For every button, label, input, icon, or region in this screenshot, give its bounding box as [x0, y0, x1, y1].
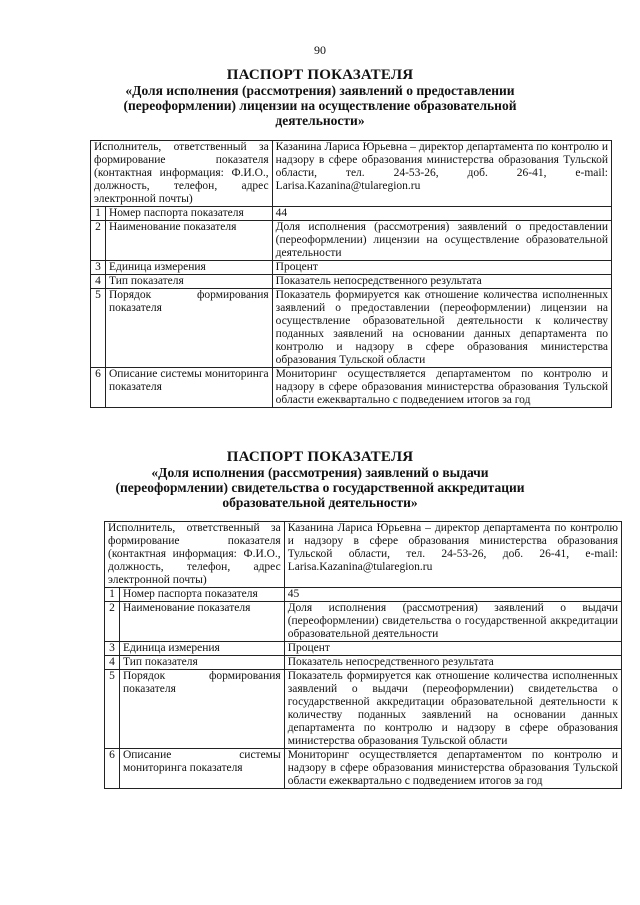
row-value: Показатель формируется как отношение количества исполненных заявлений о выдачи (переоформлении) свидетельства о государственной аккредитации образовательной деятельности к количеству поданных заявлений на основании данных департамента по контролю и надзору в сфере образования министерства образования Тульской области: [284, 670, 621, 749]
row-number: 4: [91, 275, 106, 289]
passport-heading: [0, 450, 640, 510]
table-row: [105, 642, 622, 656]
passport-subtitle-line: (переоформлении) лицензии на осуществление образовательной: [123, 98, 517, 113]
table-row: [105, 656, 622, 670]
executor-label: Исполнитель, ответственный за формирование показателя (контактная информация: Ф.И.О., должность, телефон, адрес электронной почты): [105, 522, 285, 588]
table-row: [91, 221, 612, 261]
row-label: Единица измерения: [119, 642, 284, 656]
row-value: Доля исполнения (рассмотрения) заявлений о выдачи (переоформлении) свидетельства о государственной аккредитации образовательной деятельности: [284, 602, 621, 642]
row-label: Порядок формирования показателя: [105, 289, 272, 368]
passport-subtitle-line: «Доля исполнения (рассмотрения) заявлений о предоставлении: [125, 83, 515, 98]
row-number: 6: [91, 368, 106, 408]
row-label: Номер паспорта показателя: [105, 207, 272, 221]
passport-title: ПАСПОРТ ПОКАЗАТЕЛЯ: [226, 67, 414, 83]
row-number: 6: [105, 749, 120, 789]
passport-1: [0, 68, 640, 128]
table-row: [91, 261, 612, 275]
passport-table-1: [90, 140, 612, 408]
table-row: [91, 289, 612, 368]
row-number: 1: [91, 207, 106, 221]
row-number: 3: [91, 261, 106, 275]
row-label: Тип показателя: [119, 656, 284, 670]
table-row: [91, 207, 612, 221]
passport-subtitle-line: «Доля исполнения (рассмотрения) заявлений о выдачи: [151, 465, 489, 480]
row-value: Процент: [284, 642, 621, 656]
executor-value: Казанина Лариса Юрьевна – директор департамента по контролю и надзору в сфере образования министерства образования Тульской области, тел. 24-53-26, доб. 26-41, e-mail: Larisa.Kazanina@tularegion.ru: [284, 522, 621, 588]
row-label: Наименование показателя: [105, 221, 272, 261]
row-number: 2: [91, 221, 106, 261]
passport-subtitle-line: образовательной деятельности»: [222, 495, 418, 510]
row-value: Показатель непосредственного результата: [284, 656, 621, 670]
row-label: Описание системы мониторинга показателя: [105, 368, 272, 408]
row-number: 5: [105, 670, 120, 749]
row-value: Показатель формируется как отношение количества исполненных заявлений о предоставлении (переоформлении) лицензии на осуществление образовательной деятельности к количеству поданных заявлений на основании данных департамента по контролю и надзору в сфере образования министерства образования Тульской области: [272, 289, 611, 368]
table-row: [105, 602, 622, 642]
table-row: [105, 670, 622, 749]
row-value: Процент: [272, 261, 611, 275]
row-number: 1: [105, 588, 120, 602]
table-row: [91, 368, 612, 408]
row-value: Мониторинг осуществляется департаментом по контролю и надзору в сфере образования министерства образования Тульской области ежеквартально с подведением итогов за год: [284, 749, 621, 789]
passport-subtitle-line: деятельности»: [275, 113, 365, 128]
row-label: Наименование показателя: [119, 602, 284, 642]
row-number: 5: [91, 289, 106, 368]
passport-subtitle-line: (переоформлении) свидетельства о государственной аккредитации: [115, 480, 525, 495]
passport-2: [0, 450, 640, 510]
row-value: Мониторинг осуществляется департаментом по контролю и надзору в сфере образования министерства образования Тульской области ежеквартально с подведением итогов за год: [272, 368, 611, 408]
executor-label: Исполнитель, ответственный за формирование показателя (контактная информация: Ф.И.О., должность, телефон, адрес электронной почты): [91, 141, 273, 207]
row-number: 4: [105, 656, 120, 670]
passport-heading: [0, 68, 640, 128]
row-number: 3: [105, 642, 120, 656]
row-value: Доля исполнения (рассмотрения) заявлений о предоставлении (переоформлении) лицензии на осуществление образовательной деятельности: [272, 221, 611, 261]
row-label: Описание системы мониторинга показателя: [119, 749, 284, 789]
row-label: Единица измерения: [105, 261, 272, 275]
passport-table-2: [104, 521, 622, 789]
row-label: Порядок формирования показателя: [119, 670, 284, 749]
row-value: 45: [284, 588, 621, 602]
passport-title: ПАСПОРТ ПОКАЗАТЕЛЯ: [226, 449, 414, 465]
table-row: [91, 275, 612, 289]
row-label: Тип показателя: [105, 275, 272, 289]
page-number: 90: [314, 43, 326, 57]
table-row: [91, 141, 612, 207]
row-number: 2: [105, 602, 120, 642]
row-value: Показатель непосредственного результата: [272, 275, 611, 289]
table-row: [105, 522, 622, 588]
row-label: Номер паспорта показателя: [119, 588, 284, 602]
row-value: 44: [272, 207, 611, 221]
table-row: [105, 588, 622, 602]
table-row: [105, 749, 622, 789]
executor-value: Казанина Лариса Юрьевна – директор департамента по контролю и надзору в сфере образования министерства образования Тульской области, тел. 24-53-26, доб. 26-41, e-mail: Larisa.Kazanina@tularegion.ru: [272, 141, 611, 207]
